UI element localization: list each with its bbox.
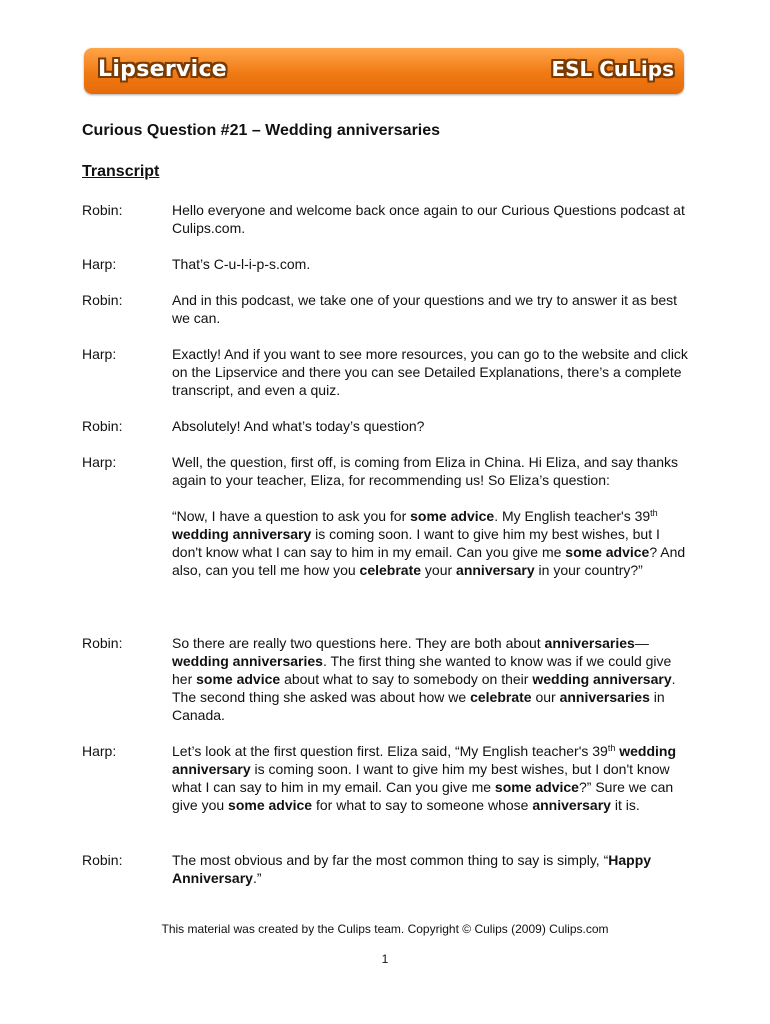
transcript-entry [82, 417, 692, 435]
page-number: 1 [381, 952, 389, 966]
lipservice-logo: Lipservice [98, 57, 228, 82]
transcript-entry [82, 255, 692, 273]
speaker-label: Robin: [82, 202, 123, 218]
speech-paragraph: Well, the question, first off, is coming from Eliza in China. Hi Eliza, and say thanks again to your teacher, Eliza, for recommending us! So Eliza’s question: [172, 454, 679, 488]
esl-culips-logo: ESL CuLips [551, 57, 674, 81]
speaker-label: Robin: [82, 635, 123, 651]
speech-paragraph: Let’s look at the first question first. Eliza said, “My English teacher's 39th wedding anniversary is coming soon. I want to give him my best wishes, but I don't know what I can say to him in my email. Can you give me some advice?” Sure we can give you some advice for what to say to someone whose anniversary it is. [172, 743, 677, 813]
transcript-entry [82, 634, 692, 724]
speech-paragraph: Absolutely! And what’s today’s question? [172, 418, 425, 434]
transcript-entry [82, 201, 692, 237]
transcript-entry [82, 345, 692, 399]
transcript-entry [82, 851, 692, 887]
speaker-label: Robin: [82, 418, 123, 434]
copyright-footer: This material was created by the Culips team. Copyright © Culips (2009) Culips.com [161, 922, 609, 936]
page-title: Curious Question #21 – Wedding anniversaries [82, 122, 441, 139]
speech-paragraph: The most obvious and by far the most common thing to say is simply, “Happy Anniversary.” [172, 852, 652, 886]
transcript-entry [82, 742, 692, 814]
speaker-label: Robin: [82, 292, 123, 308]
speech-paragraph: Hello everyone and welcome back once again to our Curious Questions podcast at Culips.com. [172, 202, 685, 236]
speech-paragraph: So there are really two questions here. They are both about anniversaries—wedding anniversaries. The first thing she wanted to know was if we could give her some advice about what to say to somebody on their wedding anniversary. The second thing she asked was about how we celebrate our anniversaries in Canada. [172, 635, 676, 723]
speech-paragraph: That’s C-u-l-i-p-s.com. [172, 256, 311, 272]
speaker-label: Harp: [82, 454, 117, 470]
speech-paragraph: Exactly! And if you want to see more resources, you can go to the website and click on the Lipservice and there you can see Detailed Explanations, there’s a complete transcript, and even a quiz. [172, 346, 688, 398]
transcript-entry [82, 291, 692, 327]
speaker-label: Robin: [82, 852, 123, 868]
lipservice-banner [84, 48, 684, 94]
speaker-label: Harp: [82, 256, 117, 272]
quoted-question: “Now, I have a question to ask you for some advice. My English teacher's 39th wedding anniversary is coming soon. I want to give him my best wishes, but I don't know what I can say to him in my email. Can you give me some advice? And also, can you tell me how you celebrate your anniversary in your country?” [172, 508, 686, 578]
section-heading: Transcript [82, 163, 160, 180]
speech-paragraph: And in this podcast, we take one of your questions and we try to answer it as best we can. [172, 292, 678, 326]
speaker-label: Harp: [82, 743, 117, 759]
speaker-label: Harp: [82, 346, 117, 362]
transcript-entry [82, 453, 692, 579]
